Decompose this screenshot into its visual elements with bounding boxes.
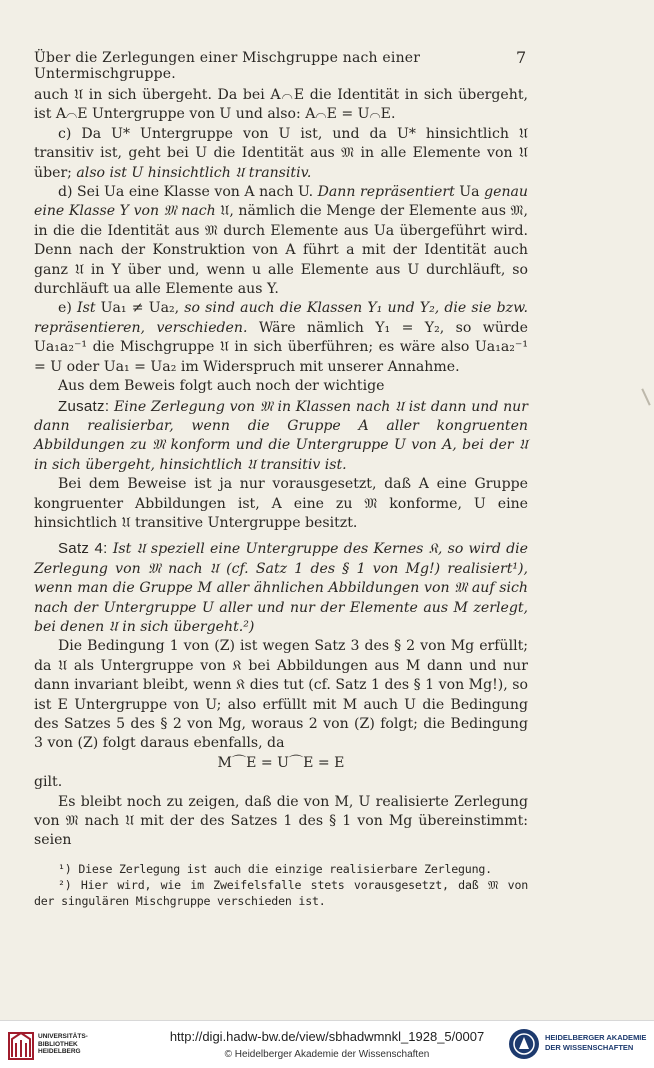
- university-library-name: UNIVERSITÄTS- BIBLIOTHEK HEIDELBERG: [38, 1033, 88, 1055]
- footnotes: [34, 861, 528, 909]
- footnote-2: ²) Hier wird, wie im Zweifelsfalle stets vorausgesetzt, daß 𝔐 von der singulären Mischgruppe verschieden ist.: [34, 877, 528, 908]
- page-number: 7: [516, 48, 527, 67]
- footnote-1: ¹) Diese Zerlegung ist auch die einzige realisierbare Zerlegung.: [58, 861, 492, 876]
- paragraph-bei-dem-beweise: Bei dem Beweise ist ja nur vorausgesetzt, daß A eine Gruppe kongruenter Abbildungen ist, A eine zu 𝔐 konforme, U eine hinsichtlich 𝔘 transitive Untergruppe besitzt.: [34, 476, 528, 531]
- satz-label: Satz 4:: [58, 540, 108, 558]
- paragraph-gilt: gilt.: [34, 774, 63, 791]
- running-header: [34, 50, 528, 82]
- viewer-footer: [0, 1020, 654, 1068]
- paragraph-1: auch 𝔘 in sich übergeht. Da bei A⌒E die Identität in sich übergeht, ist A⌒E Untergruppe von U und also: A⌒E = U⌒E.: [34, 87, 528, 123]
- paragraph-d: d) Sei Ua eine Klasse von A nach U. Dann repräsentiert Ua genau eine Klasse Y von 𝔐 nach 𝔘, nämlich die Menge der Elemente aus 𝔐, in die die Identität aus 𝔐 durch Elemente aus Ua übergeführt wird. Denn nach der Konstruktion von A führt a mit der Identität auch ganz 𝔘 in Y über und, wenn u alle Elemente aus U durchläuft, so durchläuft ua alle Elemente aus Y.: [34, 184, 528, 298]
- academy-seal-icon: [508, 1027, 540, 1061]
- paragraph-bedingung: Die Bedingung 1 von (Z) ist wegen Satz 3 des § 2 von Mg erfüllt; da 𝔘 als Untergruppe von 𝔎 bei Abbildungen aus M dann und nur dann invariant bleibt, wenn 𝔎 dies tut (cf. Satz 1 des § 1 von Mg!), so ist E Untergruppe von U; also erfüllt mit M auch U die Bedingung des Satzes 5 des § 2 von Mg, woraus 2 von (Z) folgt; die Bedingung 3 von (Z) folgt daraus ebenfalls, da: [34, 638, 528, 752]
- academy-name: HEIDELBERGER AKADEMIE DER WISSENSCHAFTEN: [545, 1033, 647, 1052]
- formula: M⌒E = U⌒E = E: [217, 754, 345, 771]
- copyright-notice: © Heidelberger Akademie der Wissenschaften: [224, 1049, 430, 1060]
- permalink[interactable]: http://digi.hadw-bw.de/view/sbhadwmnkl_1928_5/0007: [169, 1029, 485, 1044]
- paragraph-c: c) Da U* Untergruppe von U ist, und da U* hinsichtlich 𝔘 transitiv ist, geht bei U die Identität aus 𝔐 in alle Elemente von 𝔘 über; also ist U hinsichtlich 𝔘 transitiv.: [34, 125, 528, 181]
- satz-4: Satz 4: Ist 𝔘 speziell eine Untergruppe des Kernes 𝔎, so wird die Zerlegung von 𝔐 nach 𝔘 (cf. Satz 1 des § 1 von Mg!) realisiert¹), wenn man die Gruppe M aller ähnlichen Abbildungen von 𝔐 auf sich nach der Untergruppe U aller und nur der Elemente aus M zerlegt, bei denen 𝔘 in sich übergeht.²): [34, 540, 529, 635]
- paragraph-beweis: Aus dem Beweis folgt auch noch der wichtige: [58, 378, 385, 395]
- paragraph-e: e) Ist Ua₁ ≠ Ua₂, so sind auch die Klassen Y₁ und Y₂, die sie bzw. repräsentieren, verschieden. Wäre nämlich Y₁ = Y₂, so würde Ua₁a₂⁻¹ die Mischgruppe 𝔘 in sich überführen; es wäre also Ua₁a₂⁻¹ = U oder Ua₁ = Ua₂ im Widerspruch mit unserer Annahme.: [34, 300, 528, 375]
- paragraph-es-bleibt: Es bleibt noch zu zeigen, daß die von M, U realisierte Zerlegung von 𝔐 nach 𝔘 mit der des Satzes 1 des § 1 von Mg übereinstimmt: seien: [34, 793, 528, 849]
- scan-margin-mark: [641, 388, 650, 405]
- zusatz-label: Zusatz:: [58, 397, 110, 415]
- running-title: Über die Zerlegungen einer Mischgruppe nach einer Untermischgruppe.: [34, 50, 421, 82]
- main-text: [34, 86, 528, 909]
- footnote-separator: [34, 851, 528, 861]
- zusatz: Zusatz: Eine Zerlegung von 𝔐 in Klassen nach 𝔘 ist dann und nur dann realisierbar, wenn die Gruppe A aller kongruenten Abbildungen zu 𝔐 konform und die Untergruppe U von A, bei der 𝔘 in sich übergeht, hinsichtlich 𝔘 transitiv ist.: [34, 397, 528, 473]
